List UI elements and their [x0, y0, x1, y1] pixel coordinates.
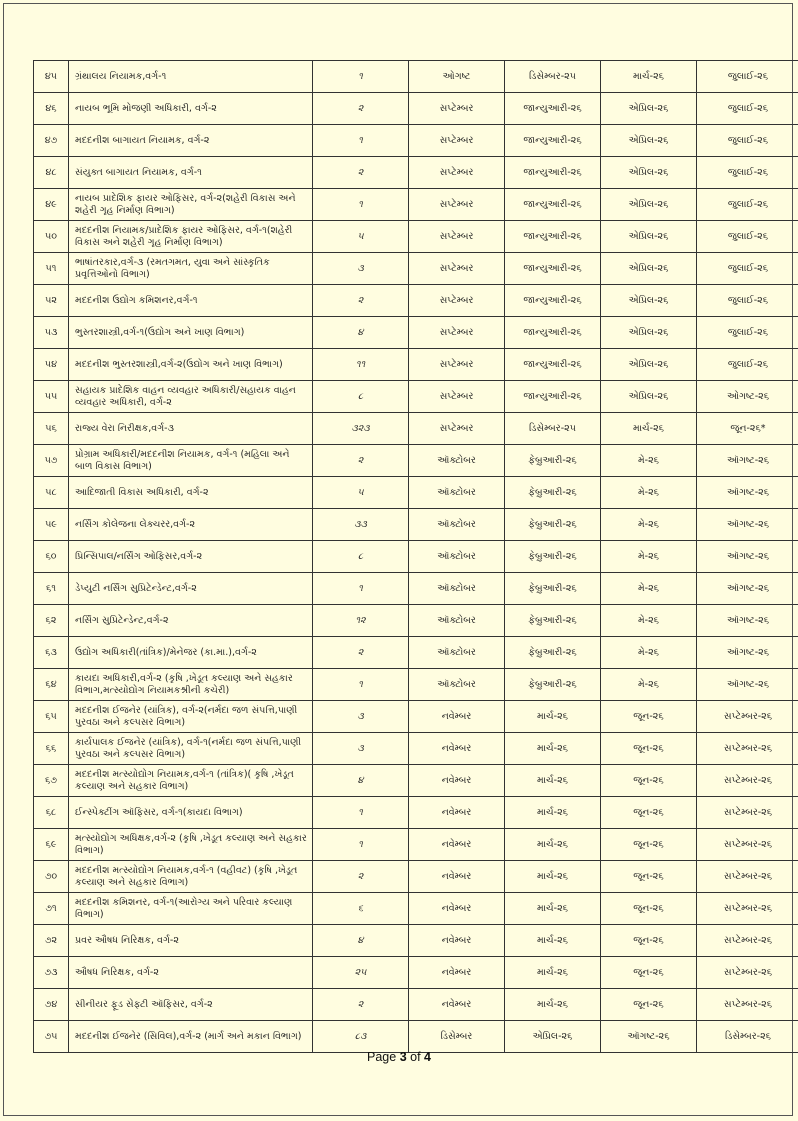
serial-number-cell: ૫૧ [34, 253, 69, 285]
advertisement-month-cell: ઑક્ટોબર [409, 669, 505, 701]
footer-prefix: Page [367, 1050, 400, 1064]
serial-number-cell: ૫૪ [34, 349, 69, 381]
result-month-cell: એપ્રિલ-૨૬ [601, 381, 697, 413]
serial-number-cell: ૫૩ [34, 317, 69, 349]
vacancy-count-cell: ૩ [313, 701, 409, 733]
advertisement-month-cell: સપ્ટેમ્બર [409, 93, 505, 125]
advertisement-month-cell: સપ્ટેમ્બર [409, 413, 505, 445]
serial-number-cell: ૬૩ [34, 637, 69, 669]
interview-month-cell: સપ્ટેમ્બર-૨૬ [697, 989, 798, 1021]
prelim-exam-month-cell: જાન્યુઆરી-૨૬ [505, 157, 601, 189]
advertisement-month-cell: નવેમ્બર [409, 701, 505, 733]
interview-month-cell: જુલાઈ-૨૬ [697, 93, 798, 125]
interview-month-cell: જુલાઈ-૨૬ [697, 285, 798, 317]
serial-number-cell: ૭૧ [34, 893, 69, 925]
interview-month-cell: જુલાઈ-૨૬ [697, 349, 798, 381]
interview-month-cell: સપ્ટેમ્બર-૨૬ [697, 893, 798, 925]
serial-number-cell: ૫૨ [34, 285, 69, 317]
footer-total-pages: 4 [424, 1050, 431, 1064]
result-month-cell: જૂન-૨૬ [601, 925, 697, 957]
vacancy-count-cell: ૧ [313, 829, 409, 861]
interview-month-cell: જુલાઈ-૨૬ [697, 221, 798, 253]
post-name-cell: મત્સ્યોદ્યોગ અધિક્ષક,વર્ગ-૨ (કૃષિ ,ખેડૂત કલ્યાણ અને સહકાર વિભાગ) [69, 829, 313, 861]
page-footer [0, 1050, 798, 1064]
vacancy-count-cell: ૧ [313, 573, 409, 605]
advertisement-month-cell: ઑક્ટોબર [409, 637, 505, 669]
advertisement-month-cell: નવેમ્બર [409, 925, 505, 957]
serial-number-cell: ૬૦ [34, 541, 69, 573]
post-name-cell: ડેપ્યુટી નર્સિંગ સુપ્રિટેન્ડેન્ટ,વર્ગ-૨ [69, 573, 313, 605]
interview-month-cell: સપ્ટેમ્બર-૨૬ [697, 925, 798, 957]
serial-number-cell: ૬૪ [34, 669, 69, 701]
post-name-cell: નર્સિંગ સુપ્રિટેન્ડેન્ટ,વર્ગ-૨ [69, 605, 313, 637]
vacancy-count-cell: ૧૧ [313, 349, 409, 381]
serial-number-cell: ૭૩ [34, 957, 69, 989]
prelim-exam-month-cell: માર્ચ-૨૬ [505, 925, 601, 957]
vacancy-count-cell: ૨ [313, 285, 409, 317]
interview-month-cell: ઑગષ્ટ-૨૬ [697, 509, 798, 541]
prelim-exam-month-cell: માર્ચ-૨૬ [505, 701, 601, 733]
prelim-exam-month-cell: જાન્યુઆરી-૨૬ [505, 349, 601, 381]
result-month-cell: એપ્રિલ-૨૬ [601, 253, 697, 285]
result-month-cell: જૂન-૨૬ [601, 957, 697, 989]
vacancy-count-cell: ૪ [313, 925, 409, 957]
table-row [34, 253, 798, 285]
vacancy-count-cell: ૩૨૩ [313, 413, 409, 445]
schedule-rows [34, 61, 798, 1053]
result-month-cell: મે-૨૬ [601, 669, 697, 701]
prelim-exam-month-cell: માર્ચ-૨૬ [505, 765, 601, 797]
serial-number-cell: ૪૯ [34, 189, 69, 221]
table-row [34, 221, 798, 253]
post-name-cell: મદદનીશ બાગાયત નિયામક, વર્ગ-૨ [69, 125, 313, 157]
post-name-cell: નાયબ પ્રાદેશિક ફાયર ઓફિસર, વર્ગ-૨(શહેરી વિકાસ અને શહેરી ગૃહ નિર્માણ વિભાગ) [69, 189, 313, 221]
advertisement-month-cell: નવેમ્બર [409, 765, 505, 797]
serial-number-cell: ૫૮ [34, 477, 69, 509]
table-row [34, 93, 798, 125]
table-row [34, 317, 798, 349]
post-name-cell: આદિજાતી વિકાસ અધિકારી, વર્ગ-૨ [69, 477, 313, 509]
result-month-cell: મે-૨૬ [601, 509, 697, 541]
prelim-exam-month-cell: ફેબ્રુઆરી-૨૬ [505, 573, 601, 605]
result-month-cell: મે-૨૬ [601, 637, 697, 669]
table-row [34, 797, 798, 829]
table-row [34, 157, 798, 189]
post-name-cell: પ્રોગ્રામ અધિકારી/મદદનીશ નિયામક, વર્ગ-૧ (મહિલા અને બાળ વિકાસ વિભાગ) [69, 445, 313, 477]
interview-month-cell: ઓગષ્ટ-૨૬ [697, 381, 798, 413]
table-row [34, 829, 798, 861]
footer-of: of [406, 1050, 425, 1064]
serial-number-cell: ૬૫ [34, 701, 69, 733]
advertisement-month-cell: નવેમ્બર [409, 893, 505, 925]
post-name-cell: ભુસ્તરશાસ્ત્રી,વર્ગ-૧(ઉદ્યોગ અને ખાણ વિભાગ) [69, 317, 313, 349]
prelim-exam-month-cell: ફેબ્રુઆરી-૨૬ [505, 509, 601, 541]
serial-number-cell: ૬૨ [34, 605, 69, 637]
result-month-cell: એપ્રિલ-૨૬ [601, 317, 697, 349]
interview-month-cell: સપ્ટેમ્બર-૨૬ [697, 957, 798, 989]
table-row [34, 1021, 798, 1053]
prelim-exam-month-cell: માર્ચ-૨૬ [505, 893, 601, 925]
prelim-exam-month-cell: ફેબ્રુઆરી-૨૬ [505, 637, 601, 669]
vacancy-count-cell: ૧૨ [313, 605, 409, 637]
result-month-cell: એપ્રિલ-૨૬ [601, 221, 697, 253]
vacancy-count-cell: ૩૩ [313, 509, 409, 541]
prelim-exam-month-cell: ફેબ્રુઆરી-૨૬ [505, 477, 601, 509]
table-row [34, 573, 798, 605]
result-month-cell: ઑગષ્ટ-૨૬ [601, 1021, 697, 1053]
result-month-cell: એપ્રિલ-૨૬ [601, 157, 697, 189]
post-name-cell: મદદનીશ ભુસ્તરશાસ્ત્રી,વર્ગ-૨(ઉદ્યોગ અને ખાણ વિભાગ) [69, 349, 313, 381]
post-name-cell: પ્રવર ઔષધ નિરિક્ષક, વર્ગ-૨ [69, 925, 313, 957]
result-month-cell: મે-૨૬ [601, 605, 697, 637]
post-name-cell: મદદનીશ ઈજનેર (યાંત્રિક), વર્ગ-૨(નર્મદા જળ સંપત્તિ,પાણી પુરવઠા અને કલ્પસર વિભાગ) [69, 701, 313, 733]
table-row [34, 541, 798, 573]
advertisement-month-cell: નવેમ્બર [409, 989, 505, 1021]
advertisement-month-cell: સપ્ટેમ્બર [409, 317, 505, 349]
prelim-exam-month-cell: ફેબ્રુઆરી-૨૬ [505, 605, 601, 637]
vacancy-count-cell: ૧ [313, 797, 409, 829]
vacancy-count-cell: ૧ [313, 669, 409, 701]
vacancy-count-cell: ૨ [313, 445, 409, 477]
interview-month-cell: જુલાઈ-૨૬ [697, 125, 798, 157]
result-month-cell: એપ્રિલ-૨૬ [601, 189, 697, 221]
interview-month-cell: જુલાઈ-૨૬ [697, 253, 798, 285]
table-row [34, 189, 798, 221]
vacancy-count-cell: ૨૫ [313, 957, 409, 989]
vacancy-count-cell: ૧ [313, 61, 409, 93]
serial-number-cell: ૪૭ [34, 125, 69, 157]
result-month-cell: માર્ચ-૨૬ [601, 61, 697, 93]
table-row [34, 477, 798, 509]
interview-month-cell: જુલાઈ-૨૬ [697, 189, 798, 221]
serial-number-cell: ૭૨ [34, 925, 69, 957]
serial-number-cell: ૬૯ [34, 829, 69, 861]
post-name-cell: મદદનીશ કમિશનર, વર્ગ-૧(આરોગ્ય અને પરિવાર કલ્યાણ વિભાગ) [69, 893, 313, 925]
vacancy-count-cell: ૨ [313, 93, 409, 125]
serial-number-cell: ૭૫ [34, 1021, 69, 1053]
interview-month-cell: ઑગષ્ટ-૨૬ [697, 637, 798, 669]
serial-number-cell: ૫૦ [34, 221, 69, 253]
vacancy-count-cell: ૩ [313, 253, 409, 285]
result-month-cell: મે-૨૬ [601, 445, 697, 477]
prelim-exam-month-cell: માર્ચ-૨૬ [505, 957, 601, 989]
advertisement-month-cell: સપ્ટેમ્બર [409, 381, 505, 413]
serial-number-cell: ૫૫ [34, 381, 69, 413]
prelim-exam-month-cell: માર્ચ-૨૬ [505, 733, 601, 765]
result-month-cell: જૂન-૨૬ [601, 829, 697, 861]
post-name-cell: રાજ્ય વેરા નિરીક્ષક,વર્ગ-૩ [69, 413, 313, 445]
serial-number-cell: ૪૬ [34, 93, 69, 125]
table-row [34, 349, 798, 381]
vacancy-count-cell: ૪ [313, 317, 409, 349]
interview-month-cell: જુલાઈ-૨૬ [697, 317, 798, 349]
advertisement-month-cell: ઑક્ટોબર [409, 573, 505, 605]
post-name-cell: મદદનીશ ઈજનેર (સિવિલ),વર્ગ-૨ (માર્ગ અને મકાન વિભાગ) [69, 1021, 313, 1053]
result-month-cell: મે-૨૬ [601, 541, 697, 573]
result-month-cell: જૂન-૨૬ [601, 861, 697, 893]
interview-month-cell: જુલાઈ-૨૬ [697, 61, 798, 93]
prelim-exam-month-cell: જાન્યુઆરી-૨૬ [505, 253, 601, 285]
post-name-cell: ઔષધ નિરિક્ષક, વર્ગ-૨ [69, 957, 313, 989]
advertisement-month-cell: સપ્ટેમ્બર [409, 349, 505, 381]
table-row [34, 381, 798, 413]
advertisement-month-cell: નવેમ્બર [409, 829, 505, 861]
interview-month-cell: ઑગષ્ટ-૨૬ [697, 605, 798, 637]
advertisement-month-cell: સપ્ટેમ્બર [409, 189, 505, 221]
serial-number-cell: ૭૦ [34, 861, 69, 893]
interview-month-cell: સપ્ટેમ્બર-૨૬ [697, 797, 798, 829]
post-name-cell: ઉદ્યોગ અધિકારી(તાંત્રિક)/મેનેજર (કા.મા.),વર્ગ-૨ [69, 637, 313, 669]
footer-current-page: 3 [399, 1050, 407, 1064]
post-name-cell: મદદનીશ મત્સ્યોદ્યોગ નિયામક,વર્ગ-૧ (વહીવટ) (કૃષિ ,ખેડૂત કલ્યાણ અને સહકાર વિભાગ) [69, 861, 313, 893]
serial-number-cell: ૫૭ [34, 445, 69, 477]
prelim-exam-month-cell: માર્ચ-૨૬ [505, 797, 601, 829]
advertisement-month-cell: ઓગષ્ટ [409, 61, 505, 93]
vacancy-count-cell: ૨ [313, 637, 409, 669]
vacancy-count-cell: ૩ [313, 733, 409, 765]
result-month-cell: જૂન-૨૬ [601, 893, 697, 925]
table-row [34, 893, 798, 925]
vacancy-count-cell: ૬ [313, 893, 409, 925]
advertisement-month-cell: ઑક્ટોબર [409, 477, 505, 509]
serial-number-cell: ૬૬ [34, 733, 69, 765]
result-month-cell: મે-૨૬ [601, 477, 697, 509]
prelim-exam-month-cell: ફેબ્રુઆરી-૨૬ [505, 445, 601, 477]
post-name-cell: સીનીયર ફૂડ સેફ્ટી ઑફિસર, વર્ગ-૨ [69, 989, 313, 1021]
prelim-exam-month-cell: જાન્યુઆરી-૨૬ [505, 93, 601, 125]
advertisement-month-cell: નવેમ્બર [409, 797, 505, 829]
post-name-cell: સંયુક્ત બાગાયત નિયામક, વર્ગ-૧ [69, 157, 313, 189]
result-month-cell: એપ્રિલ-૨૬ [601, 93, 697, 125]
table-row [34, 669, 798, 701]
advertisement-month-cell: સપ્ટેમ્બર [409, 253, 505, 285]
serial-number-cell: ૬૮ [34, 797, 69, 829]
prelim-exam-month-cell: એપ્રિલ-૨૬ [505, 1021, 601, 1053]
schedule-table [33, 60, 798, 1053]
interview-month-cell: સપ્ટેમ્બર-૨૬ [697, 733, 798, 765]
table-row [34, 445, 798, 477]
advertisement-month-cell: નવેમ્બર [409, 861, 505, 893]
table-row [34, 861, 798, 893]
vacancy-count-cell: ૨ [313, 157, 409, 189]
prelim-exam-month-cell: માર્ચ-૨૬ [505, 861, 601, 893]
table-row [34, 957, 798, 989]
interview-month-cell: સપ્ટેમ્બર-૨૬ [697, 701, 798, 733]
interview-month-cell: ઑગષ્ટ-૨૬ [697, 477, 798, 509]
table-row [34, 765, 798, 797]
vacancy-count-cell: ૮ [313, 381, 409, 413]
post-name-cell: ઈન્સ્પેક્ટીંગ ઑફિસર, વર્ગ-૧(કાયદા વિભાગ) [69, 797, 313, 829]
post-name-cell: કાર્યપાલક ઈજનેર (યાંત્રિક), વર્ગ-૧(નર્મદા જળ સંપત્તિ,પાણી પુરવઠા અને કલ્પસર વિભાગ) [69, 733, 313, 765]
advertisement-month-cell: ઑક્ટોબર [409, 509, 505, 541]
serial-number-cell: ૪૮ [34, 157, 69, 189]
result-month-cell: માર્ચ-૨૬ [601, 413, 697, 445]
vacancy-count-cell: ૧ [313, 125, 409, 157]
advertisement-month-cell: સપ્ટેમ્બર [409, 157, 505, 189]
vacancy-count-cell: ૮ [313, 541, 409, 573]
serial-number-cell: ૬૧ [34, 573, 69, 605]
serial-number-cell: ૬૭ [34, 765, 69, 797]
vacancy-count-cell: ૨ [313, 989, 409, 1021]
result-month-cell: જૂન-૨૬ [601, 733, 697, 765]
advertisement-month-cell: સપ્ટેમ્બર [409, 221, 505, 253]
advertisement-month-cell: સપ્ટેમ્બર [409, 125, 505, 157]
table-row [34, 61, 798, 93]
advertisement-month-cell: નવેમ્બર [409, 733, 505, 765]
prelim-exam-month-cell: માર્ચ-૨૬ [505, 989, 601, 1021]
table-row [34, 413, 798, 445]
post-name-cell: સહાયક પ્રાદેશિક વાહન વ્યવહાર અધિકારી/સહાયક વાહન વ્યવહાર અધિકારી, વર્ગ-૨ [69, 381, 313, 413]
serial-number-cell: ૭૪ [34, 989, 69, 1021]
advertisement-month-cell: ઑક્ટોબર [409, 541, 505, 573]
post-name-cell: મદદનીશ મત્સ્યોદ્યોગ નિયામક,વર્ગ-૧ (તાંત્રિક)( કૃષિ ,ખેડૂત કલ્યાણ અને સહકાર વિભાગ) [69, 765, 313, 797]
interview-month-cell: ડિસેમ્બર-૨૬ [697, 1021, 798, 1053]
interview-month-cell: ઑગષ્ટ-૨૬ [697, 541, 798, 573]
vacancy-count-cell: ૮૩ [313, 1021, 409, 1053]
table-row [34, 701, 798, 733]
post-name-cell: મદદનીશ નિયામક/પ્રાદેશિક ફાયર ઓફિસર, વર્ગ-૧(શહેરી વિકાસ અને શહેરી ગૃહ નિર્માણ વિભાગ) [69, 221, 313, 253]
prelim-exam-month-cell: ફેબ્રુઆરી-૨૬ [505, 541, 601, 573]
advertisement-month-cell: નવેમ્બર [409, 957, 505, 989]
result-month-cell: જૂન-૨૬ [601, 701, 697, 733]
prelim-exam-month-cell: ડિસેમ્બર-૨૫ [505, 413, 601, 445]
prelim-exam-month-cell: ડિસેમ્બર-૨૫ [505, 61, 601, 93]
table-row [34, 605, 798, 637]
prelim-exam-month-cell: જાન્યુઆરી-૨૬ [505, 125, 601, 157]
serial-number-cell: ૪૫ [34, 61, 69, 93]
vacancy-count-cell: ૨ [313, 861, 409, 893]
interview-month-cell: જુલાઈ-૨૬ [697, 157, 798, 189]
post-name-cell: ભાષાંતરકાર,વર્ગ-૩ (રમતગમત, યુવા અને સાંસ્કૃતિક પ્રવૃત્તિઓનો વિભાગ) [69, 253, 313, 285]
interview-month-cell: ઑગષ્ટ-૨૬ [697, 445, 798, 477]
table-row [34, 285, 798, 317]
table-row [34, 125, 798, 157]
table-row [34, 733, 798, 765]
post-name-cell: મદદનીશ ઉદ્યોગ કમિશનર,વર્ગ-૧ [69, 285, 313, 317]
vacancy-count-cell: ૧ [313, 189, 409, 221]
vacancy-count-cell: ૫ [313, 221, 409, 253]
prelim-exam-month-cell: જાન્યુઆરી-૨૬ [505, 285, 601, 317]
vacancy-count-cell: ૪ [313, 765, 409, 797]
prelim-exam-month-cell: જાન્યુઆરી-૨૬ [505, 221, 601, 253]
prelim-exam-month-cell: માર્ચ-૨૬ [505, 829, 601, 861]
post-name-cell: પ્રિન્સિપાલ/નર્સિંગ ઓફિસર,વર્ગ-૨ [69, 541, 313, 573]
vacancy-count-cell: ૫ [313, 477, 409, 509]
post-name-cell: નર્સિંગ કોલેજના લેક્ચરર,વર્ગ-૨ [69, 509, 313, 541]
advertisement-month-cell: ઑક્ટોબર [409, 445, 505, 477]
prelim-exam-month-cell: જાન્યુઆરી-૨૬ [505, 381, 601, 413]
table-row [34, 637, 798, 669]
result-month-cell: એપ્રિલ-૨૬ [601, 125, 697, 157]
post-name-cell: ગ્રંથાલય નિયામક,વર્ગ-૧ [69, 61, 313, 93]
prelim-exam-month-cell: ફેબ્રુઆરી-૨૬ [505, 669, 601, 701]
advertisement-month-cell: સપ્ટેમ્બર [409, 285, 505, 317]
result-month-cell: એપ્રિલ-૨૬ [601, 349, 697, 381]
post-name-cell: નાયબ ભૂમિ મોજણી અધિકારી, વર્ગ-૨ [69, 93, 313, 125]
table-row [34, 509, 798, 541]
result-month-cell: મે-૨૬ [601, 573, 697, 605]
result-month-cell: જૂન-૨૬ [601, 797, 697, 829]
interview-month-cell: જૂન-૨૬* [697, 413, 798, 445]
interview-month-cell: સપ્ટેમ્બર-૨૬ [697, 829, 798, 861]
result-month-cell: જૂન-૨૬ [601, 989, 697, 1021]
advertisement-month-cell: ડિસેમ્બર [409, 1021, 505, 1053]
interview-month-cell: ઑગષ્ટ-૨૬ [697, 573, 798, 605]
serial-number-cell: ૫૬ [34, 413, 69, 445]
interview-month-cell: સપ્ટેમ્બર-૨૬ [697, 861, 798, 893]
interview-month-cell: સપ્ટેમ્બર-૨૬ [697, 765, 798, 797]
post-name-cell: કાયદા અધિકારી,વર્ગ-૨ (કૃષિ ,ખેડૂત કલ્યાણ અને સહકાર વિભાગ,મત્સ્યોદ્યોગ નિયામકશ્રીની કચેરી) [69, 669, 313, 701]
table-row [34, 989, 798, 1021]
table-row [34, 925, 798, 957]
result-month-cell: જૂન-૨૬ [601, 765, 697, 797]
prelim-exam-month-cell: જાન્યુઆરી-૨૬ [505, 189, 601, 221]
advertisement-month-cell: ઑક્ટોબર [409, 605, 505, 637]
result-month-cell: એપ્રિલ-૨૬ [601, 285, 697, 317]
serial-number-cell: ૫૯ [34, 509, 69, 541]
interview-month-cell: ઑગષ્ટ-૨૬ [697, 669, 798, 701]
prelim-exam-month-cell: જાન્યુઆરી-૨૬ [505, 317, 601, 349]
